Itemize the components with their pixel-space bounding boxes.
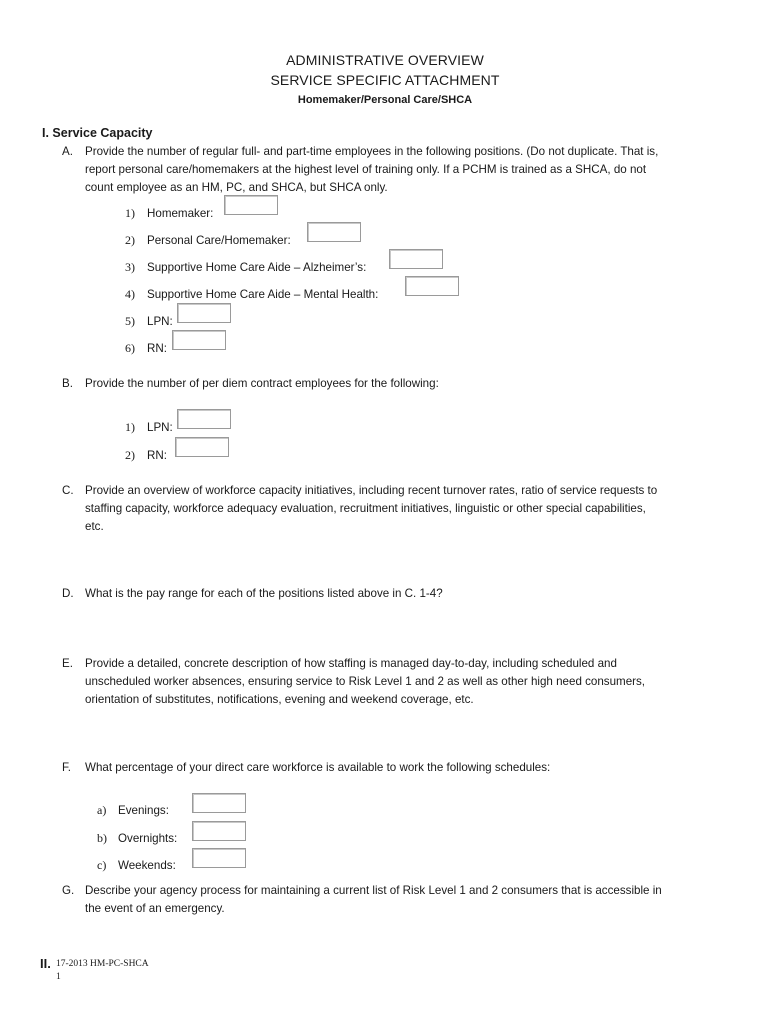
question-g-line1: Describe your agency process for maintaining a current list of Risk Level 1 and 2 consumers that is accessible in bbox=[85, 884, 662, 897]
footer-section-mark: II. bbox=[40, 956, 51, 971]
item-letter-b: B. bbox=[62, 377, 73, 390]
list-number: 3) bbox=[125, 260, 135, 274]
item-letter-a: A. bbox=[62, 145, 73, 158]
item-letter-g: G. bbox=[62, 884, 75, 897]
question-b: Provide the number of per diem contract employees for the following: bbox=[85, 377, 439, 390]
lpn-label: LPN: bbox=[147, 315, 173, 328]
rn-count-field[interactable] bbox=[172, 330, 226, 350]
document-subtitle: Homemaker/Personal Care/SHCA bbox=[297, 94, 473, 106]
shca-alzheimers-label: Supportive Home Care Aide – Alzheimer’s: bbox=[147, 261, 367, 274]
document-title-line2: SERVICE SPECIFIC ATTACHMENT bbox=[270, 72, 500, 88]
shca-mental-health-count-field[interactable] bbox=[405, 276, 459, 296]
question-a-line3: count employee as an HM, PC, and SHCA, but SHCA only. bbox=[85, 181, 388, 194]
list-number: 2) bbox=[125, 448, 135, 462]
list-number: b) bbox=[97, 831, 107, 845]
list-number: a) bbox=[97, 803, 107, 817]
question-e-line2: unscheduled worker absences, ensuring service to Risk Level 1 and 2 as well as other high need consumers, bbox=[85, 675, 646, 688]
question-c-line1: Provide an overview of workforce capacity initiatives, including recent turnover rates, ratio of service requests to bbox=[85, 484, 658, 497]
per-diem-lpn-label: LPN: bbox=[147, 421, 173, 434]
question-e-line1: Provide a detailed, concrete description of how staffing is managed day-to-day, including scheduled and bbox=[85, 657, 617, 670]
list-number: c) bbox=[97, 858, 107, 872]
footer-page-number: 1 bbox=[56, 972, 61, 982]
section-heading: I. Service Capacity bbox=[42, 126, 153, 140]
per-diem-lpn-field[interactable] bbox=[177, 409, 231, 429]
item-letter-c: C. bbox=[62, 484, 74, 497]
question-c-line3: etc. bbox=[85, 520, 104, 533]
lpn-count-field[interactable] bbox=[177, 303, 231, 323]
question-d: What is the pay range for each of the positions listed above in C. 1-4? bbox=[85, 587, 443, 600]
homemaker-count-field[interactable] bbox=[224, 195, 278, 215]
question-a-line1: Provide the number of regular full- and part-time employees in the following positions. (Do not duplicate. That is, bbox=[85, 145, 659, 158]
personal-care-homemaker-count-field[interactable] bbox=[307, 222, 361, 242]
item-letter-d: D. bbox=[62, 587, 74, 600]
list-number: 1) bbox=[125, 420, 135, 434]
homemaker-label: Homemaker: bbox=[147, 207, 214, 220]
personal-care-homemaker-label: Personal Care/Homemaker: bbox=[147, 234, 291, 247]
list-number: 1) bbox=[125, 206, 135, 220]
weekends-percent-field[interactable] bbox=[192, 848, 246, 868]
list-number: 4) bbox=[125, 287, 135, 301]
document-title-line1: ADMINISTRATIVE OVERVIEW bbox=[286, 52, 484, 68]
evenings-percent-field[interactable] bbox=[192, 793, 246, 813]
question-c-line2: staffing capacity, workforce adequacy evaluation, recruitment initiatives, linguistic or other special capabilities, bbox=[85, 502, 646, 515]
list-number: 5) bbox=[125, 314, 135, 328]
item-letter-f: F. bbox=[62, 761, 72, 774]
question-a-line2: report personal care/homemakers at the highest level of training only. If a PCHM is trained as a SHCA, do not bbox=[85, 163, 647, 176]
shca-alzheimers-count-field[interactable] bbox=[389, 249, 443, 269]
overnights-label: Overnights: bbox=[118, 832, 178, 845]
weekends-label: Weekends: bbox=[118, 859, 176, 872]
per-diem-rn-field[interactable] bbox=[175, 437, 229, 457]
item-letter-e: E. bbox=[62, 657, 73, 670]
shca-mental-health-label: Supportive Home Care Aide – Mental Health: bbox=[147, 288, 379, 301]
question-e-line3: orientation of substitutes, notifications, evening and weekend coverage, etc. bbox=[85, 693, 474, 706]
list-number: 2) bbox=[125, 233, 135, 247]
list-number: 6) bbox=[125, 341, 135, 355]
question-g-line2: the event of an emergency. bbox=[85, 902, 225, 915]
per-diem-rn-label: RN: bbox=[147, 449, 167, 462]
overnights-percent-field[interactable] bbox=[192, 821, 246, 841]
question-f: What percentage of your direct care workforce is available to work the following schedules: bbox=[85, 761, 551, 774]
evenings-label: Evenings: bbox=[118, 804, 169, 817]
rn-label: RN: bbox=[147, 342, 167, 355]
footer-form-code: 17-2013 HM-PC-SHCA bbox=[56, 959, 149, 969]
